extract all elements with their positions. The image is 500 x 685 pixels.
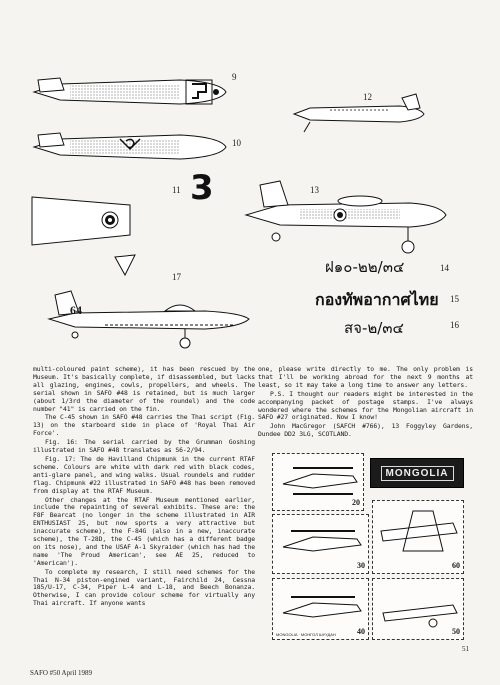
footer-issue: SAFO #50 April 1989 — [30, 669, 93, 677]
figure-number-13: 13 — [310, 185, 319, 195]
figure-number-10: 10 — [232, 138, 241, 148]
aircraft-drawing-fig12 — [290, 90, 430, 135]
right-column-text — [258, 366, 473, 439]
aircraft-drawing-fig17 — [45, 285, 255, 355]
thai-rtaf-script-fig15: กองทัพอากาศไทย — [315, 290, 439, 309]
figure-number-12: 12 — [363, 92, 372, 102]
figure-number-17: 17 — [172, 272, 181, 282]
stamp-1 — [272, 453, 364, 511]
left-paragraph-2: The C-45 shown in SAFO #48 carries the Thai script (Fig. 13) on the starboard side in place of 'Royal Thai Air Force'. — [33, 413, 255, 438]
fig11-numeral: 3 — [190, 168, 214, 208]
fig17-code: 64 — [70, 303, 82, 317]
left-paragraph-5: Other changes at the RTAF Museum mentioned earlier, include the repainting of several exhibits. These are: the F8F Bearcat (no longer in the scheme illustrated in AIR ENTHUSIAST 25, but now sports a very attractive but inaccurate scheme), the F-84G (also in a new, inaccurate scheme), the T-28D, the C-45 (which has a different badge on its nose), and the USAF A-1 Skyraider (which has had the name 'The Proud American', see AE 25, reduced to 'American'). — [33, 495, 255, 567]
thai-serial-fig16: สจ-๒/๓๔ — [344, 319, 404, 337]
stamp-4-caption: MONGOLIA · МОНГОЛ ШУУДАН — [276, 632, 336, 637]
left-paragraph-1: multi-coloured paint scheme), it has been rescued by the Museum. It's basically complete, if disassembled, but lacks all glazing, engines, cowls, propellers, and wheels. The serial shown in SAFO #48 is retained, but is much larger (about 1/3rd the diameter of the roundel) and the code number "41" is carried on the fin. — [33, 365, 255, 413]
mongolia-stamp-label — [370, 458, 464, 488]
left-column-text — [33, 366, 255, 608]
right-paragraph-1: one, please write directly to me. The only problem is that I'll be working abroad for the next 9 months at least, so it may take a long time to answer any letters. — [258, 365, 473, 389]
stamp-2-value: 30 — [357, 561, 365, 570]
stamp-4-value: 40 — [357, 627, 365, 636]
right-paragraph-3: John MacGregor (SAFCH #766), 13 Foggyley Gardens, Dundee DD2 3LG, SCOTLAND. — [258, 422, 473, 439]
aircraft-drawing-fig10 — [30, 125, 230, 170]
figure-number-15: 15 — [450, 294, 459, 304]
stamp-3-value: 60 — [452, 561, 460, 570]
aircraft-drawing-fig13 — [240, 175, 450, 255]
aircraft-drawing-fig9 — [30, 70, 230, 115]
stamp-5 — [372, 578, 464, 640]
stamp-4 — [272, 578, 369, 640]
stamp-1-value: 20 — [352, 498, 360, 507]
left-paragraph-3: Fig. 16: The serial carried by the Grumman Goshing illustrated in SAFO #48 translates as S6-2/94. — [33, 438, 255, 455]
page-number: 51 — [462, 645, 469, 653]
figure-number-16: 16 — [450, 320, 459, 330]
stamp-5-value: 50 — [452, 627, 460, 636]
thai-serial-fig14: ฝ๑๐-๒๒/๓๔ — [325, 258, 405, 276]
left-paragraph-6: To complete my research, I still need schemes for the Thai N-34 piston-engined variant, Fairchild 24, Cessna 185/U-17, C-34, Piper L-4 and L-18, and Beech Bonanza. Otherwise, I can provide colour scheme for virtually any Thai aircraft. If anyone wants — [33, 567, 255, 608]
figure-number-11: 11 — [172, 185, 181, 195]
mongolia-label-text: MONGOLIA — [381, 466, 454, 481]
figure-number-14: 14 — [440, 263, 449, 273]
stamp-2 — [272, 514, 369, 574]
stamp-3 — [372, 500, 464, 574]
figure-number-9: 9 — [232, 72, 237, 82]
right-paragraph-2: P.S. I thought our readers might be interested in the accompanying packet of postage stamps. I've always wondered where the schemes for the Mongolian aircraft in SAFO #27 originated. Now I know! — [258, 389, 473, 422]
left-paragraph-4: Fig. 17: The de Havilland Chipmunk in the current RTAF scheme. Colours are white with dark red with black codes, anti-glare panel, and wing walks. Usual roundels and rudder flag. Chipmunk #22 illustrated in SAFO #48 has been removed from display at the RTAF Museum. — [33, 454, 255, 495]
